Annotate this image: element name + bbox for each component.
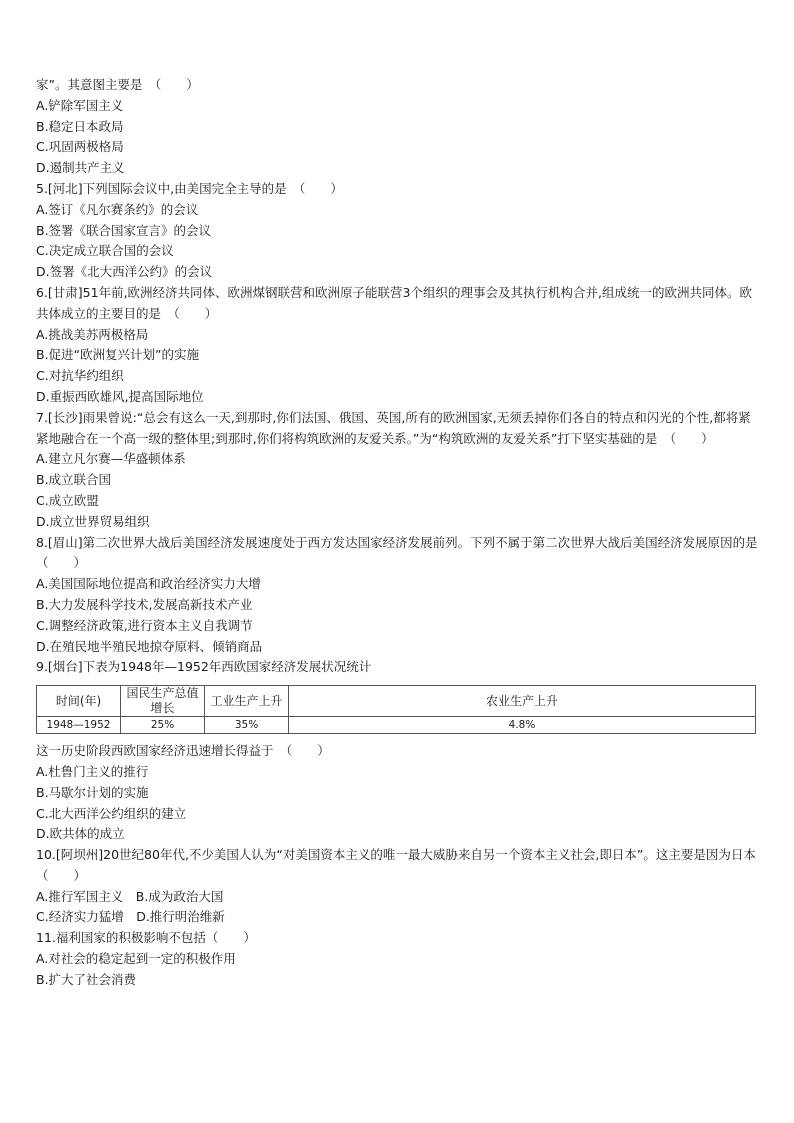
q7-option-a[interactable]: A.建立凡尔赛—华盛顿体系: [36, 451, 186, 467]
q4-stem-tail: 家”。其意图主要是 （ ）: [36, 77, 199, 92]
q5-option-c[interactable]: C.决定成立联合国的会议: [36, 243, 174, 259]
q5-option-d[interactable]: D.签署《北大西洋公约》的会议: [36, 264, 213, 280]
table-row: [37, 717, 756, 734]
table-cell: 35%: [205, 717, 289, 734]
q7-stem: 7.[长沙]雨果曾说:“总会有这么一天,到那时,你们法国、俄国、英国,所有的欧洲国家,无须丢掉你们各自的特点和闪光的个性,都将紧紧地融合在一个高一级的整体里;到那时,你们将构筑欧洲的友爱关系。”为“构筑欧洲的友爱关系”打下坚实基础的是 （ ）: [36, 409, 751, 446]
table-header-row: [37, 686, 756, 717]
q5-option-a[interactable]: A.签订《凡尔赛条约》的会议: [36, 201, 199, 217]
q9-question: 这一历史阶段西欧国家经济迅速增长得益于 （ ）: [36, 743, 330, 759]
q4-option-a[interactable]: A.铲除军国主义: [36, 97, 124, 113]
table-header-cell: 农业生产上升: [289, 686, 756, 717]
table-cell: 4.8%: [289, 717, 756, 734]
table-cell: 25%: [121, 717, 205, 734]
q9-option-d[interactable]: D.欧共体的成立: [36, 826, 125, 842]
q6-stem: 6.[甘肃]51年前,欧洲经济共同体、欧洲煤钢联营和欧洲原子能联营3个组织的理事会及其执行机构合并,组成统一的欧洲共同体。欧共体成立的主要目的是 （ ）: [36, 284, 752, 321]
q10-options-ab[interactable]: A.推行军国主义 B.成为政治大国: [36, 888, 224, 904]
q8-stem: 8.[眉山]第二次世界大战后美国经济发展速度处于西方发达国家经济发展前列。下列不属于第二次世界大战后美国经济发展原因的是 （ ）: [36, 534, 771, 571]
q7-option-d[interactable]: D.成立世界贸易组织: [36, 513, 150, 529]
q4-option-b[interactable]: B.稳定日本政局: [36, 118, 124, 134]
q11-option-b[interactable]: B.扩大了社会消费: [36, 971, 137, 987]
q8-option-b[interactable]: B.大力发展科学技术,发展高新技术产业: [36, 596, 253, 612]
q11-stem: 11.福利国家的积极影响不包括（ ）: [36, 930, 256, 946]
q6-option-d[interactable]: D.重振西欧雄风,提高国际地位: [36, 388, 204, 404]
q8-option-a[interactable]: A.美国国际地位提高和政治经济实力大增: [36, 576, 261, 592]
q9-option-a[interactable]: A.杜鲁门主义的推行: [36, 763, 149, 779]
q10-options-cd[interactable]: C.经济实力猛增 D.推行明治维新: [36, 909, 225, 925]
economic-stats-table: [36, 685, 756, 734]
q9-option-b[interactable]: B.马歇尔计划的实施: [36, 784, 149, 800]
q9-stem: 9.[烟台]下表为1948年—1952年西欧国家经济发展状况统计: [36, 659, 372, 675]
q6-option-c[interactable]: C.对抗华约组织: [36, 368, 124, 384]
q10-stem: 10.[阿坝州]20世纪80年代,不少美国人认为“对美国资本主义的唯一最大威胁来自另一个资本主义社会,即日本”。这主要是因为日本（ ）: [36, 847, 756, 883]
q4-option-c[interactable]: C.巩固两极格局: [36, 139, 124, 155]
q11-option-a[interactable]: A.对社会的稳定起到一定的积极作用: [36, 951, 236, 967]
table-cell: 1948—1952: [37, 717, 121, 734]
q4-option-d[interactable]: D.遏制共产主义: [36, 160, 125, 176]
table-header-cell: 时间(年): [37, 686, 121, 717]
table-header-cell: 国民生产总值增长: [121, 686, 205, 717]
q8-option-d[interactable]: D.在殖民地半殖民地掠夺原料、倾销商品: [36, 638, 263, 654]
worksheet-page: [36, 75, 771, 991]
q9-option-c[interactable]: C.北大西洋公约组织的建立: [36, 805, 187, 821]
table-header-cell: 工业生产上升: [205, 686, 289, 717]
q7-option-c[interactable]: C.成立欧盟: [36, 492, 99, 508]
q6-option-b[interactable]: B.促进“欧洲复兴计划”的实施: [36, 347, 200, 363]
q6-option-a[interactable]: A.挑战美苏两极格局: [36, 326, 149, 342]
q8-option-c[interactable]: C.调整经济政策,进行资本主义自我调节: [36, 617, 253, 633]
q5-option-b[interactable]: B.签署《联合国家宣言》的会议: [36, 222, 212, 238]
q5-stem: 5.[河北]下列国际会议中,由美国完全主导的是 （ ）: [36, 180, 343, 196]
q7-option-b[interactable]: B.成立联合国: [36, 472, 112, 488]
